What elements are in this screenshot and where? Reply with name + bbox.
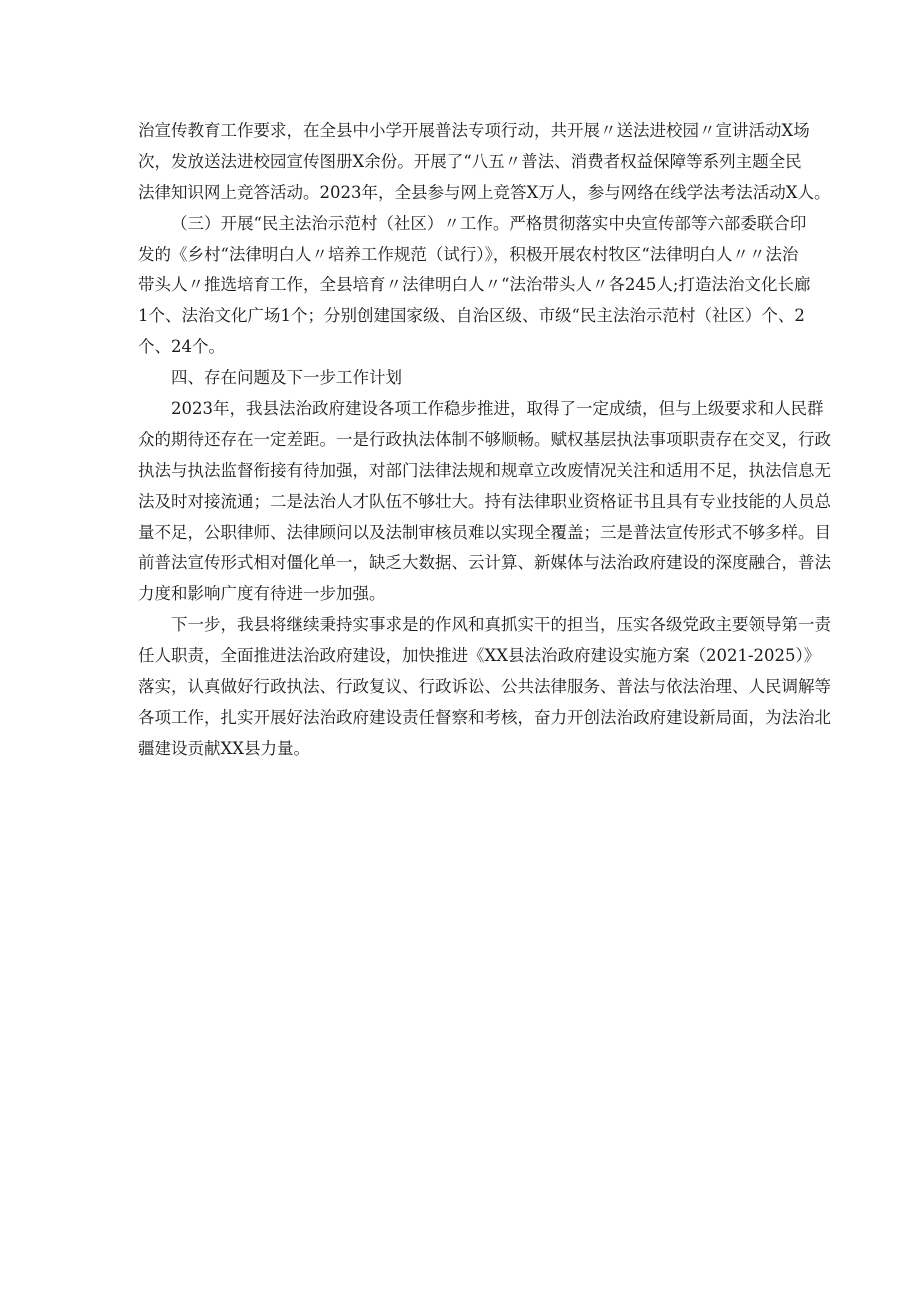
document-body bbox=[138, 116, 831, 765]
text-line: 2023年，我县法治政府建设各项工作稳步推进，取得了一定成绩，但与上级要求和人民群 bbox=[171, 399, 824, 419]
paragraph-democracy-villages bbox=[138, 209, 811, 363]
text-line: 次，发放送法进校园宣传图册X余份。开展了“八五〃普法、消费者权益保障等系列主题全民 bbox=[138, 151, 802, 171]
text-line: 量不足，公职律师、法律顾问以及法制审核员难以实现全覆盖；三是普法宣传形式不够多样。目 bbox=[138, 522, 831, 542]
text-line: 1个、法治文化广场1个；分别创建国家级、自治区级、市级“民主法治示范村（社区）个、2 bbox=[138, 306, 805, 326]
text-line: 前普法宣传形式相对僵化单一，缺乏大数据、云计算、新媒体与法治政府建设的深度融合，普法 bbox=[138, 553, 831, 573]
text-line: 个、24个。 bbox=[138, 337, 225, 357]
text-line: 治宣传教育工作要求，在全县中小学开展普法专项行动，共开展〃送法进校园〃宣讲活动X场 bbox=[138, 121, 810, 140]
text-line: 下一步，我县将继续秉持实事求是的作风和真抓实干的担当，压实各级党政主要领导第一责 bbox=[171, 615, 831, 635]
text-line: 发的《乡村“法律明白人〃培养工作规范（试行）》，积极开展农村牧区“法律明白人〃〃法治 bbox=[138, 244, 799, 264]
text-line: 疆建设贡献XX县力量。 bbox=[138, 738, 310, 758]
text-line: 落实，认真做好行政执法、行政复议、行政诉讼、公共法律服务、普法与依法治理、人民调解等 bbox=[138, 677, 831, 697]
text-line: 各项工作，扎实开展好法治政府建设责任督察和考核，奋力开创法治政府建设新局面，为法治北 bbox=[138, 707, 831, 727]
paragraph-next-steps bbox=[138, 610, 831, 764]
section-heading: 四、存在问题及下一步工作计划 bbox=[171, 368, 402, 388]
paragraph-school-law bbox=[138, 116, 831, 209]
paragraph-problems bbox=[138, 394, 831, 610]
text-line: 法律知识网上竞答活动。2023年，全县参与网上竞答X万人，参与网络在线学法考法活动X人。 bbox=[138, 182, 831, 202]
text-line: 带头人〃推选培育工作，全县培育〃法律明白人〃“法治带头人〃各245人;打造法治文化长廊 bbox=[138, 275, 811, 295]
text-line: 法及时对接流通；二是法治人才队伍不够壮大。持有法律职业资格证书且具有专业技能的人员总 bbox=[138, 491, 831, 511]
text-line: 众的期待还存在一定差距。一是行政执法体制不够顺畅。赋权基层执法事项职责存在交叉，行政 bbox=[138, 429, 831, 449]
text-line: 力度和影响广度有待进一步加强。 bbox=[138, 584, 386, 604]
text-line: （三）开展“民主法治示范村（社区）〃工作。严格贯彻落实中央宣传部等六部委联合印 bbox=[171, 213, 807, 233]
text-line: 任人职责，全面推进法治政府建设，加快推进《XX县法治政府建设实施方案（2021-2025）》 bbox=[138, 646, 821, 666]
text-line: 执法与执法监督衔接有待加强，对部门法律法规和规章立改废情况关注和适用不足，执法信息无 bbox=[138, 460, 831, 480]
